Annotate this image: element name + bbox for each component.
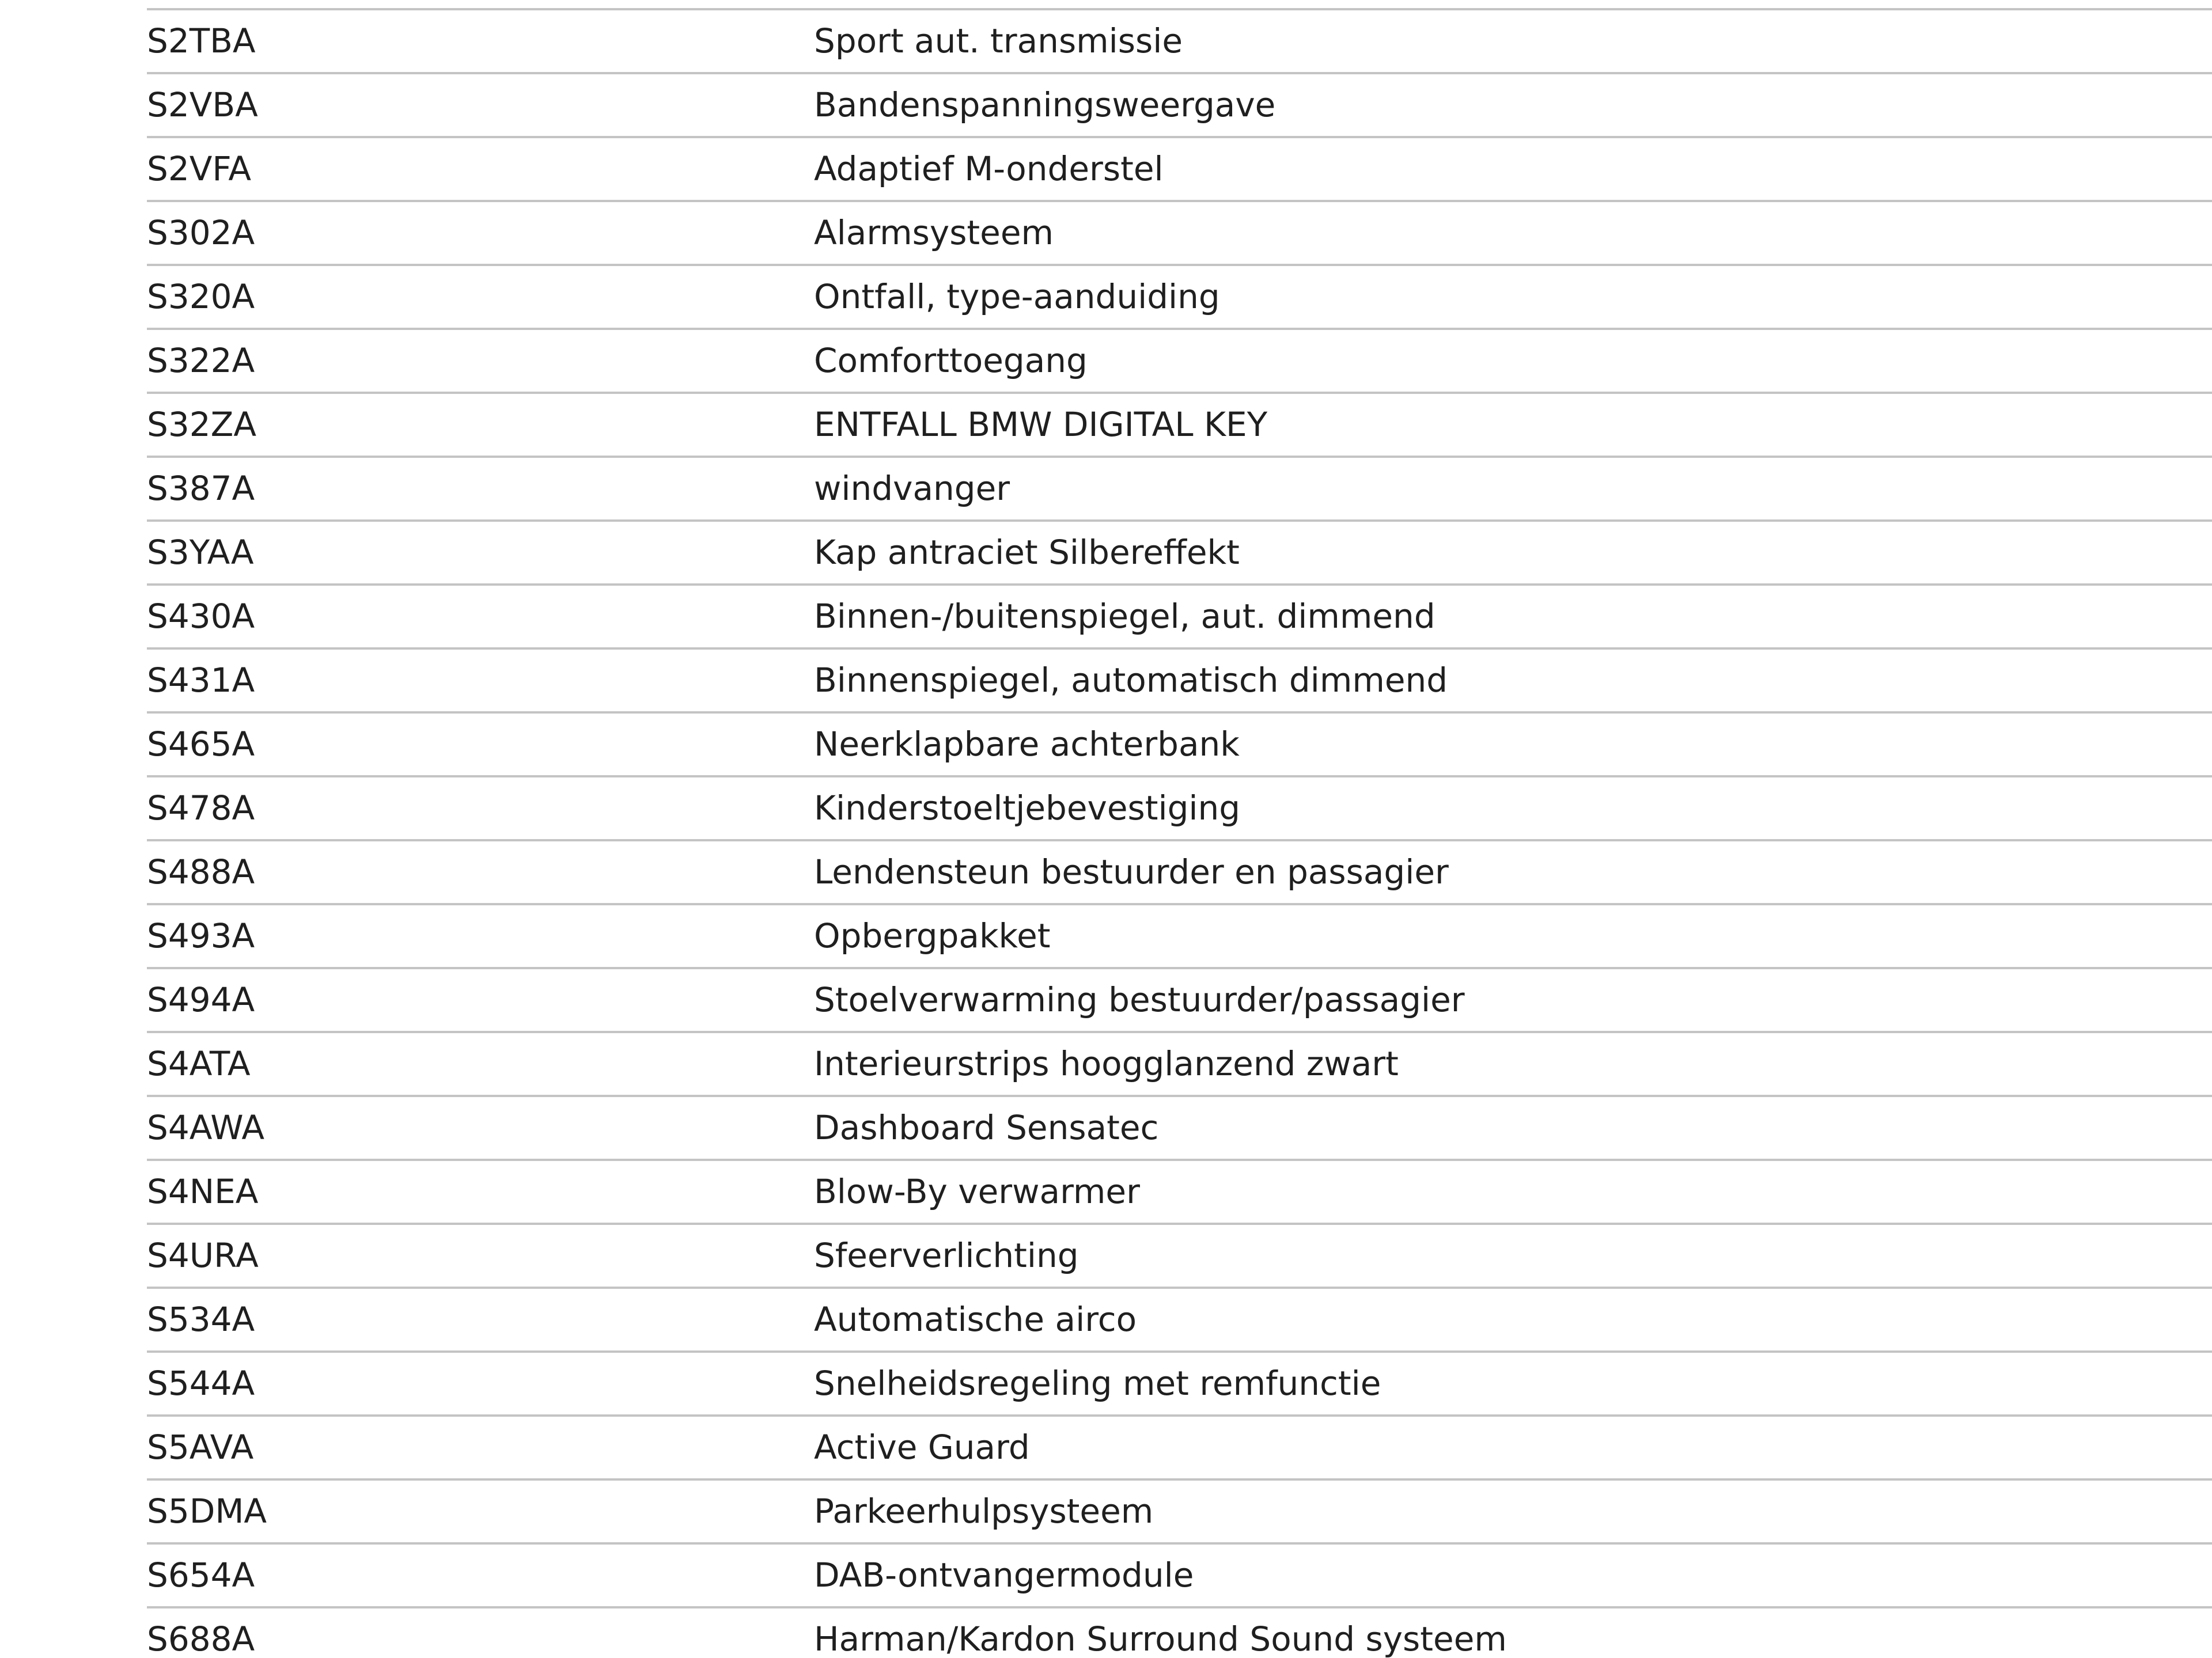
table-row — [147, 1159, 2212, 1223]
option-description: Harman/Kardon Surround Sound systeem — [814, 1619, 1507, 1658]
option-description: Ontfall, type-aanduiding — [814, 277, 1220, 316]
option-code: S4AWA — [147, 1108, 265, 1147]
option-code: S302A — [147, 213, 255, 252]
option-code: S32ZA — [147, 405, 257, 444]
option-code: S654A — [147, 1555, 255, 1595]
table-row — [147, 1478, 2212, 1542]
option-description: Opbergpakket — [814, 916, 1051, 955]
table-row — [147, 1350, 2212, 1414]
option-description: Active Guard — [814, 1428, 1030, 1467]
option-description: Blow-By verwarmer — [814, 1172, 1140, 1211]
option-description: Kap antraciet Silbereffekt — [814, 533, 1240, 572]
option-code: S431A — [147, 661, 255, 700]
option-code: S2VFA — [147, 149, 252, 188]
table-row — [147, 903, 2212, 967]
table-row — [147, 583, 2212, 647]
option-description: Sfeerverlichting — [814, 1236, 1079, 1275]
option-code: S4NEA — [147, 1172, 259, 1211]
option-code: S2VBA — [147, 85, 258, 124]
option-description: Parkeerhulpsysteem — [814, 1492, 1154, 1531]
table-row — [147, 1606, 2212, 1658]
table-row — [147, 264, 2212, 328]
option-code: S544A — [147, 1364, 255, 1403]
option-code: S493A — [147, 916, 255, 955]
option-code: S430A — [147, 597, 255, 636]
option-code: S4ATA — [147, 1044, 251, 1083]
option-code: S3YAA — [147, 533, 254, 572]
table-row — [147, 392, 2212, 456]
option-description: Bandenspanningsweergave — [814, 85, 1276, 124]
table-row — [147, 1287, 2212, 1350]
option-description: Stoelverwarming bestuurder/passagier — [814, 980, 1465, 1019]
option-code: S465A — [147, 724, 255, 764]
option-code: S488A — [147, 852, 255, 891]
table-row — [147, 647, 2212, 711]
table-row — [147, 711, 2212, 775]
table-row — [147, 967, 2212, 1031]
option-description: Alarmsysteem — [814, 213, 1054, 252]
option-description: Comforttoegang — [814, 341, 1088, 380]
option-code: S320A — [147, 277, 255, 316]
option-code: S494A — [147, 980, 255, 1019]
option-description: Lendensteun bestuurder en passagier — [814, 852, 1449, 891]
option-description: ENTFALL BMW DIGITAL KEY — [814, 405, 1268, 444]
table-row — [147, 8, 2212, 72]
option-description: Neerklapbare achterbank — [814, 724, 1240, 764]
option-code: S5AVA — [147, 1428, 254, 1467]
table-row — [147, 1223, 2212, 1287]
option-description: Kinderstoeltjebevestiging — [814, 788, 1241, 828]
option-code: S5DMA — [147, 1492, 267, 1531]
table-row — [147, 1031, 2212, 1095]
table-row — [147, 1542, 2212, 1606]
table-row — [147, 1095, 2212, 1159]
option-code: S534A — [147, 1300, 255, 1339]
table-row — [147, 456, 2212, 519]
table-row — [147, 72, 2212, 136]
table-row — [147, 200, 2212, 264]
option-description: windvanger — [814, 469, 1010, 508]
option-description: DAB-ontvangermodule — [814, 1555, 1194, 1595]
table-row — [147, 519, 2212, 583]
option-description: Snelheidsregeling met remfunctie — [814, 1364, 1381, 1403]
option-code: S4URA — [147, 1236, 259, 1275]
option-description: Adaptief M-onderstel — [814, 149, 1164, 188]
option-code: S2TBA — [147, 21, 256, 60]
option-code: S688A — [147, 1619, 255, 1658]
table-row — [147, 839, 2212, 903]
table-row — [147, 328, 2212, 392]
table-row — [147, 1414, 2212, 1478]
option-code: S478A — [147, 788, 255, 828]
option-code: S387A — [147, 469, 255, 508]
option-description: Sport aut. transmissie — [814, 21, 1183, 60]
option-description: Binnenspiegel, automatisch dimmend — [814, 661, 1448, 700]
options-table — [147, 8, 2212, 1658]
option-description: Binnen-/buitenspiegel, aut. dimmend — [814, 597, 1435, 636]
option-description: Interieurstrips hoogglanzend zwart — [814, 1044, 1399, 1083]
table-row — [147, 775, 2212, 839]
option-description: Automatische airco — [814, 1300, 1137, 1339]
option-description: Dashboard Sensatec — [814, 1108, 1159, 1147]
table-row — [147, 136, 2212, 200]
option-code: S322A — [147, 341, 255, 380]
